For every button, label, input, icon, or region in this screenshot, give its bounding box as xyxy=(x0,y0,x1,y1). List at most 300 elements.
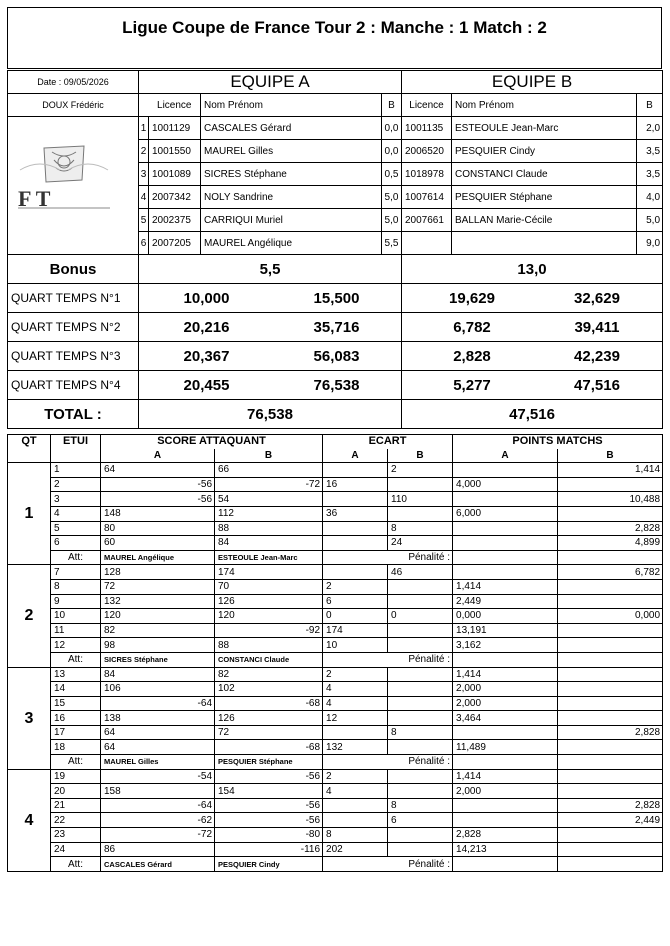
score-b: -56 xyxy=(215,769,323,784)
score-a: 132 xyxy=(101,594,215,609)
score-b: 126 xyxy=(215,711,323,726)
score-a: 148 xyxy=(101,506,215,521)
attaquant-row xyxy=(8,652,663,667)
points-b xyxy=(558,477,663,492)
score-row xyxy=(8,579,663,594)
penalite-label: Pénalité : xyxy=(323,652,453,667)
points-a: 0,000 xyxy=(453,609,558,624)
etui-number: 1 xyxy=(51,463,101,478)
player-name-b: BALLAN Marie-Cécile xyxy=(452,209,637,232)
score-a: 120 xyxy=(101,609,215,624)
score-b: -116 xyxy=(215,842,323,857)
score-b: 154 xyxy=(215,784,323,799)
quarter-label: QUART TEMPS N°3 xyxy=(8,342,139,371)
score-row xyxy=(8,667,663,682)
logo-icon xyxy=(14,140,114,210)
points-b: 1,414 xyxy=(558,463,663,478)
licence-a: 2002375 xyxy=(149,209,201,232)
licence-b: 2006520 xyxy=(402,140,452,163)
score-row xyxy=(8,609,663,624)
empty-cell xyxy=(139,94,149,117)
points-b: 4,899 xyxy=(558,536,663,551)
score-row xyxy=(8,536,663,551)
points-a: 1,414 xyxy=(453,769,558,784)
score-a: 72 xyxy=(101,579,215,594)
score-row xyxy=(8,594,663,609)
score-a: 64 xyxy=(101,463,215,478)
etui-number: 11 xyxy=(51,623,101,638)
attaquant-a: MAUREL Angélique xyxy=(101,550,215,565)
etui-number: 12 xyxy=(51,638,101,653)
points-a: 2,449 xyxy=(453,594,558,609)
ecart-b: 8 xyxy=(388,521,453,536)
points-a: 1,414 xyxy=(453,579,558,594)
score-row xyxy=(8,463,663,478)
quarter-row xyxy=(8,342,663,371)
handicap-a: 5,5 xyxy=(382,232,402,255)
etui-number: 7 xyxy=(51,565,101,580)
score-row xyxy=(8,521,663,536)
quarter-row xyxy=(8,313,663,342)
player-name-a: MAUREL Angélique xyxy=(201,232,382,255)
quarter-a-points: 20,367 xyxy=(183,347,230,365)
quarter-b-values xyxy=(402,371,663,400)
player-name-a: CASCALES Gérard xyxy=(201,117,382,140)
col-etui: ETUI xyxy=(51,435,101,463)
quarter-a-points: 10,000 xyxy=(183,289,230,307)
score-b: 82 xyxy=(215,667,323,682)
points-b: 10,488 xyxy=(558,492,663,507)
quarter-label: QUART TEMPS N°2 xyxy=(8,313,139,342)
handicap-a: 5,0 xyxy=(382,186,402,209)
score-a: 86 xyxy=(101,842,215,857)
handicap-a: 0,0 xyxy=(382,117,402,140)
etui-number: 21 xyxy=(51,798,101,813)
points-a xyxy=(453,798,558,813)
score-row xyxy=(8,725,663,740)
penalite-a xyxy=(453,652,558,667)
penalite-label: Pénalité : xyxy=(323,755,453,770)
player-row xyxy=(8,232,663,255)
player-name-b: PESQUIER Cindy xyxy=(452,140,637,163)
ecart-a: 12 xyxy=(323,711,388,726)
sub-b: B xyxy=(388,449,453,463)
points-a: 2,000 xyxy=(453,696,558,711)
score-b: 70 xyxy=(215,579,323,594)
attaquant-row xyxy=(8,550,663,565)
handicap-a: 5,0 xyxy=(382,209,402,232)
player-number: 3 xyxy=(139,163,149,186)
score-a: 158 xyxy=(101,784,215,799)
points-b: 2,828 xyxy=(558,725,663,740)
licence-a: 2007205 xyxy=(149,232,201,255)
licence-b: 1007614 xyxy=(402,186,452,209)
score-b: 112 xyxy=(215,506,323,521)
total-b: 47,516 xyxy=(402,400,663,429)
points-a: 4,000 xyxy=(453,477,558,492)
ecart-b: 110 xyxy=(388,492,453,507)
ecart-b xyxy=(388,828,453,843)
licence-a: 1001089 xyxy=(149,163,201,186)
score-b: 126 xyxy=(215,594,323,609)
points-b xyxy=(558,828,663,843)
quarter-b-cumul: 42,239 xyxy=(574,347,620,365)
score-b: -80 xyxy=(215,828,323,843)
score-a: -64 xyxy=(101,798,215,813)
points-a xyxy=(453,492,558,507)
ecart-a: 132 xyxy=(323,740,388,755)
ecart-a: 36 xyxy=(323,506,388,521)
licence-b xyxy=(402,232,452,255)
score-b: 72 xyxy=(215,725,323,740)
handicap-b: 5,0 xyxy=(637,209,663,232)
points-a: 3,162 xyxy=(453,638,558,653)
score-a: -64 xyxy=(101,696,215,711)
points-b: 0,000 xyxy=(558,609,663,624)
ecart-a xyxy=(323,798,388,813)
handicap-b: 2,0 xyxy=(637,117,663,140)
attaquant-a: MAUREL Gilles xyxy=(101,755,215,770)
points-b xyxy=(558,696,663,711)
match-date: Date : 09/05/2026 xyxy=(8,71,139,94)
ecart-a xyxy=(323,492,388,507)
penalite-b xyxy=(558,755,663,770)
handicap-a: 0,0 xyxy=(382,140,402,163)
licence-a: 1001129 xyxy=(149,117,201,140)
player-name-b xyxy=(452,232,637,255)
points-a: 2,000 xyxy=(453,682,558,697)
points-b xyxy=(558,740,663,755)
player-row xyxy=(8,117,663,140)
player-name-a: NOLY Sandrine xyxy=(201,186,382,209)
points-b xyxy=(558,506,663,521)
total-label: TOTAL : xyxy=(8,400,139,429)
total-a: 76,538 xyxy=(139,400,402,429)
penalite-a xyxy=(453,857,558,872)
penalite-label: Pénalité : xyxy=(323,550,453,565)
ecart-a xyxy=(323,463,388,478)
bonus-label: Bonus xyxy=(8,255,139,284)
score-b: -56 xyxy=(215,813,323,828)
etui-number: 13 xyxy=(51,667,101,682)
handicap-b: 3,5 xyxy=(637,140,663,163)
quarter-label: QUART TEMPS N°4 xyxy=(8,371,139,400)
ecart-b xyxy=(388,784,453,799)
ecart-a: 16 xyxy=(323,477,388,492)
ecart-a: 2 xyxy=(323,579,388,594)
penalite-label: Pénalité : xyxy=(323,857,453,872)
score-row xyxy=(8,828,663,843)
etui-number: 3 xyxy=(51,492,101,507)
quarter-row xyxy=(8,284,663,313)
attaquant-row xyxy=(8,857,663,872)
ecart-a: 2 xyxy=(323,667,388,682)
etui-number: 14 xyxy=(51,682,101,697)
ecart-a: 10 xyxy=(323,638,388,653)
points-a xyxy=(453,725,558,740)
penalite-b xyxy=(558,652,663,667)
points-b xyxy=(558,667,663,682)
att-label: Att: xyxy=(51,857,101,872)
points-b xyxy=(558,682,663,697)
etui-number: 17 xyxy=(51,725,101,740)
score-row xyxy=(8,798,663,813)
ecart-b xyxy=(388,842,453,857)
score-a: 106 xyxy=(101,682,215,697)
ecart-a: 8 xyxy=(323,828,388,843)
player-name-b: PESQUIER Stéphane xyxy=(452,186,637,209)
col-licence-a: Licence xyxy=(149,94,201,117)
score-b: -68 xyxy=(215,740,323,755)
sub-a: A xyxy=(453,449,558,463)
score-row xyxy=(8,682,663,697)
page-title: Ligue Coupe de France Tour 2 : Manche : 1 Match : 2 xyxy=(122,18,547,37)
quarter-a-cumul: 15,500 xyxy=(313,289,360,307)
quarter-number: 1 xyxy=(8,463,51,565)
etui-number: 16 xyxy=(51,711,101,726)
attaquant-b: CONSTANCI Claude xyxy=(215,652,323,667)
quarter-b-cumul: 47,516 xyxy=(574,376,620,394)
quarter-a-points: 20,216 xyxy=(183,318,230,336)
points-a xyxy=(453,463,558,478)
bonus-a: 5,5 xyxy=(139,255,402,284)
col-points: POINTS MATCHS xyxy=(453,435,663,449)
score-row xyxy=(8,784,663,799)
quarter-a-points: 20,455 xyxy=(183,376,230,394)
referee-name: DOUX Frédéric xyxy=(8,94,139,117)
attaquant-b: PESQUIER Stéphane xyxy=(215,755,323,770)
ecart-a: 2 xyxy=(323,769,388,784)
col-b-b: B xyxy=(637,94,663,117)
quarter-b-values xyxy=(402,313,663,342)
points-a: 14,213 xyxy=(453,842,558,857)
score-row xyxy=(8,696,663,711)
score-a: 82 xyxy=(101,623,215,638)
ecart-b xyxy=(388,594,453,609)
licence-a: 2007342 xyxy=(149,186,201,209)
penalite-b xyxy=(558,550,663,565)
score-row xyxy=(8,623,663,638)
points-a: 1,414 xyxy=(453,667,558,682)
score-a: 60 xyxy=(101,536,215,551)
score-row xyxy=(8,813,663,828)
score-b: -72 xyxy=(215,477,323,492)
quarter-b-points: 19,629 xyxy=(449,289,495,307)
quarter-b-points: 5,277 xyxy=(453,376,491,394)
quarter-a-values xyxy=(139,371,402,400)
ecart-a: 202 xyxy=(323,842,388,857)
etui-number: 10 xyxy=(51,609,101,624)
points-b: 6,782 xyxy=(558,565,663,580)
player-number: 6 xyxy=(139,232,149,255)
points-b: 2,828 xyxy=(558,798,663,813)
logo-text: F T xyxy=(18,186,51,210)
points-b xyxy=(558,784,663,799)
ecart-a: 4 xyxy=(323,682,388,697)
ecart-b xyxy=(388,579,453,594)
col-b-a: B xyxy=(382,94,402,117)
ecart-b xyxy=(388,769,453,784)
quarter-a-values xyxy=(139,313,402,342)
points-a: 11,489 xyxy=(453,740,558,755)
att-label: Att: xyxy=(51,652,101,667)
team-sheet xyxy=(7,70,663,429)
score-b: 102 xyxy=(215,682,323,697)
quarter-a-values xyxy=(139,342,402,371)
score-b: 84 xyxy=(215,536,323,551)
score-b: 54 xyxy=(215,492,323,507)
player-name-b: ESTEOULE Jean-Marc xyxy=(452,117,637,140)
team-a-name: EQUIPE A xyxy=(139,71,402,94)
quarter-number: 2 xyxy=(8,565,51,667)
col-qt: QT xyxy=(8,435,51,463)
score-a: 98 xyxy=(101,638,215,653)
quarter-a-cumul: 35,716 xyxy=(313,318,360,336)
col-nom-b: Nom Prénom xyxy=(452,94,637,117)
score-row xyxy=(8,711,663,726)
player-name-a: CARRIQUI Muriel xyxy=(201,209,382,232)
ecart-b: 2 xyxy=(388,463,453,478)
penalite-a xyxy=(453,550,558,565)
score-row xyxy=(8,477,663,492)
ecart-b xyxy=(388,711,453,726)
score-a: -56 xyxy=(101,492,215,507)
federation-logo xyxy=(14,140,114,210)
ecart-b xyxy=(388,682,453,697)
score-b: 88 xyxy=(215,638,323,653)
penalite-b xyxy=(558,857,663,872)
ecart-b xyxy=(388,477,453,492)
etui-number: 22 xyxy=(51,813,101,828)
ecart-b: 46 xyxy=(388,565,453,580)
etui-number: 20 xyxy=(51,784,101,799)
score-a: -54 xyxy=(101,769,215,784)
score-b: 120 xyxy=(215,609,323,624)
quarter-number: 4 xyxy=(8,769,51,871)
player-number: 4 xyxy=(139,186,149,209)
licence-b: 1001135 xyxy=(402,117,452,140)
ecart-b: 0 xyxy=(388,609,453,624)
ecart-b: 8 xyxy=(388,798,453,813)
points-a xyxy=(453,813,558,828)
score-b: -92 xyxy=(215,623,323,638)
ecart-b xyxy=(388,696,453,711)
quarter-b-points: 2,828 xyxy=(453,347,491,365)
ecart-b xyxy=(388,667,453,682)
sub-b: B xyxy=(558,449,663,463)
bonus-b: 13,0 xyxy=(402,255,663,284)
handicap-b: 3,5 xyxy=(637,163,663,186)
ecart-a: 6 xyxy=(323,594,388,609)
handicap-a: 0,5 xyxy=(382,163,402,186)
etui-number: 23 xyxy=(51,828,101,843)
quarter-a-values xyxy=(139,284,402,313)
player-name-a: MAUREL Gilles xyxy=(201,140,382,163)
score-a: -56 xyxy=(101,477,215,492)
points-a: 6,000 xyxy=(453,506,558,521)
points-a xyxy=(453,521,558,536)
etui-number: 24 xyxy=(51,842,101,857)
etui-number: 19 xyxy=(51,769,101,784)
score-row xyxy=(8,769,663,784)
quarter-b-values xyxy=(402,284,663,313)
score-a: 84 xyxy=(101,667,215,682)
score-a: 64 xyxy=(101,740,215,755)
ecart-a: 4 xyxy=(323,696,388,711)
score-a: -62 xyxy=(101,813,215,828)
score-row xyxy=(8,506,663,521)
sub-a: A xyxy=(323,449,388,463)
penalite-a xyxy=(453,755,558,770)
etui-number: 15 xyxy=(51,696,101,711)
points-b: 2,828 xyxy=(558,521,663,536)
licence-a: 1001550 xyxy=(149,140,201,163)
score-a: -72 xyxy=(101,828,215,843)
quarter-b-cumul: 32,629 xyxy=(574,289,620,307)
ecart-a: 4 xyxy=(323,784,388,799)
attaquant-b: PESQUIER Cindy xyxy=(215,857,323,872)
player-name-b: CONSTANCI Claude xyxy=(452,163,637,186)
ecart-a xyxy=(323,725,388,740)
ecart-a xyxy=(323,521,388,536)
points-b xyxy=(558,579,663,594)
logo-cell xyxy=(8,209,139,232)
ecart-b xyxy=(388,740,453,755)
points-a xyxy=(453,565,558,580)
ecart-b xyxy=(388,638,453,653)
ecart-a: 174 xyxy=(323,623,388,638)
score-grid xyxy=(7,434,663,872)
quarter-b-values xyxy=(402,342,663,371)
points-a: 3,464 xyxy=(453,711,558,726)
quarter-row xyxy=(8,371,663,400)
col-ecart: ECART xyxy=(323,435,453,449)
points-b xyxy=(558,638,663,653)
etui-number: 8 xyxy=(51,579,101,594)
attaquant-a: SICRES Stéphane xyxy=(101,652,215,667)
score-b: 88 xyxy=(215,521,323,536)
score-a: 128 xyxy=(101,565,215,580)
quarter-b-cumul: 39,411 xyxy=(574,318,620,336)
attaquant-b: ESTEOULE Jean-Marc xyxy=(215,550,323,565)
score-b: -68 xyxy=(215,696,323,711)
points-b xyxy=(558,623,663,638)
score-row xyxy=(8,492,663,507)
player-row xyxy=(8,209,663,232)
player-number: 5 xyxy=(139,209,149,232)
title-box xyxy=(7,7,662,69)
etui-number: 5 xyxy=(51,521,101,536)
ecart-a xyxy=(323,813,388,828)
col-licence-b: Licence xyxy=(402,94,452,117)
licence-b: 2007661 xyxy=(402,209,452,232)
player-number: 2 xyxy=(139,140,149,163)
points-b xyxy=(558,594,663,609)
quarter-b-points: 6,782 xyxy=(453,318,491,336)
player-name-a: SICRES Stéphane xyxy=(201,163,382,186)
etui-number: 18 xyxy=(51,740,101,755)
etui-number: 2 xyxy=(51,477,101,492)
quarter-a-cumul: 56,083 xyxy=(313,347,360,365)
score-b: 174 xyxy=(215,565,323,580)
att-label: Att: xyxy=(51,755,101,770)
ecart-b xyxy=(388,506,453,521)
team-b-name: EQUIPE B xyxy=(402,71,663,94)
etui-number: 9 xyxy=(51,594,101,609)
handicap-b: 4,0 xyxy=(637,186,663,209)
ecart-b xyxy=(388,623,453,638)
logo-cell xyxy=(8,232,139,255)
